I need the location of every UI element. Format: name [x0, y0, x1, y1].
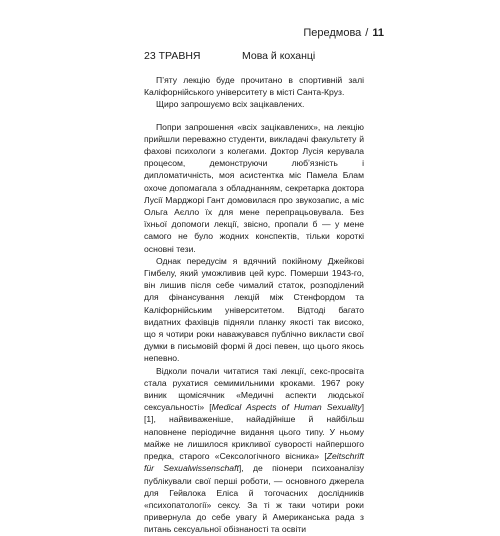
journal-title-english: Medical Aspects of Human Sexuality [211, 402, 362, 413]
paragraph-2-text: Щиро запрошуємо всіх зацікавлених. [156, 99, 305, 110]
paragraph-1 [144, 74, 364, 98]
paragraph-4-text: Однак передусім я вдячний покійному Джейкові Гімбелу, який уможливив цей курс. Померши 1943-го, він лишив після себе чималий статок, розподілений для фінансування лекцій між Стенфордом та Каліфорнійським університетом. Відтоді багато видатних фахівців підняли планку якості так високо, що я чотири роки наважувався публічно викласти свої думки в письмовій формі й досі певен, що цього якось непевно. [144, 255, 364, 364]
running-head-title: Передмова [303, 27, 362, 39]
paragraph-4 [144, 255, 364, 365]
paragraph-5-text-1: Відколи почали читатися такі лекції, секс-просвіта стала рухатися семимильними кроками. 1967 року виник щомісячник «Медичні аспекти людської сексуальності» [ [144, 365, 364, 413]
running-head [303, 27, 384, 39]
paragraph-5-text-3: ], де піонери психоаналізу публікували свої перші роботи, — основного джерела для Гейвлока Еліса й тогочасних дослідників «психопатології» сексу. За ті ж таки чотири роки привернула до себе увагу й Американська рада з питань сексуальної обізнаності та освіти [144, 463, 365, 535]
running-head-separator: / [365, 27, 369, 39]
page-number: 11 [372, 27, 384, 39]
paragraph-2 [144, 98, 364, 110]
section-date: 23 ТРАВНЯ [144, 50, 201, 62]
paragraph-5-text-2: ] [1], найвиваженіше, найадійніше й найбільш наповнене періодичне видання цього типу. У ньому майже не лишилося крикливої суворості найпершого предка, старого «Сексологічного вісника» [ [144, 402, 364, 462]
journal-title-german: Zeitschrift für Sexualwissenschaft [144, 451, 364, 474]
paragraph-5 [144, 365, 364, 536]
section-title: Мова й коханці [242, 50, 316, 62]
paragraph-3 [144, 121, 364, 255]
paragraph-3-text: Попри запрошення «всіх зацікавлених», на лекцію прийшли переважно студенти, викладачі факультету й фахові психологи з колегами. Доктор Лусія керувала процесом, демонструючи любʼязність і дипломатичність, моя асистентка міс Памела Блам охоче допомагала з обладнанням, секретарка доктора Лусії Марджорі Гант домовилася про звукозапис, а міс Ольга Аєлло їх для мене перепрацьовувала. Без їхньої допомоги лекції, звісно, пропали б — у мене самого не було жодних конспектів, тільки короткі основні тези. [144, 121, 364, 254]
paragraph-1-text: П’яту лекцію буде прочитано в спортивній залі Каліфорнійського університету в місті Санта-Круз. [144, 75, 364, 98]
body-text [144, 74, 364, 536]
